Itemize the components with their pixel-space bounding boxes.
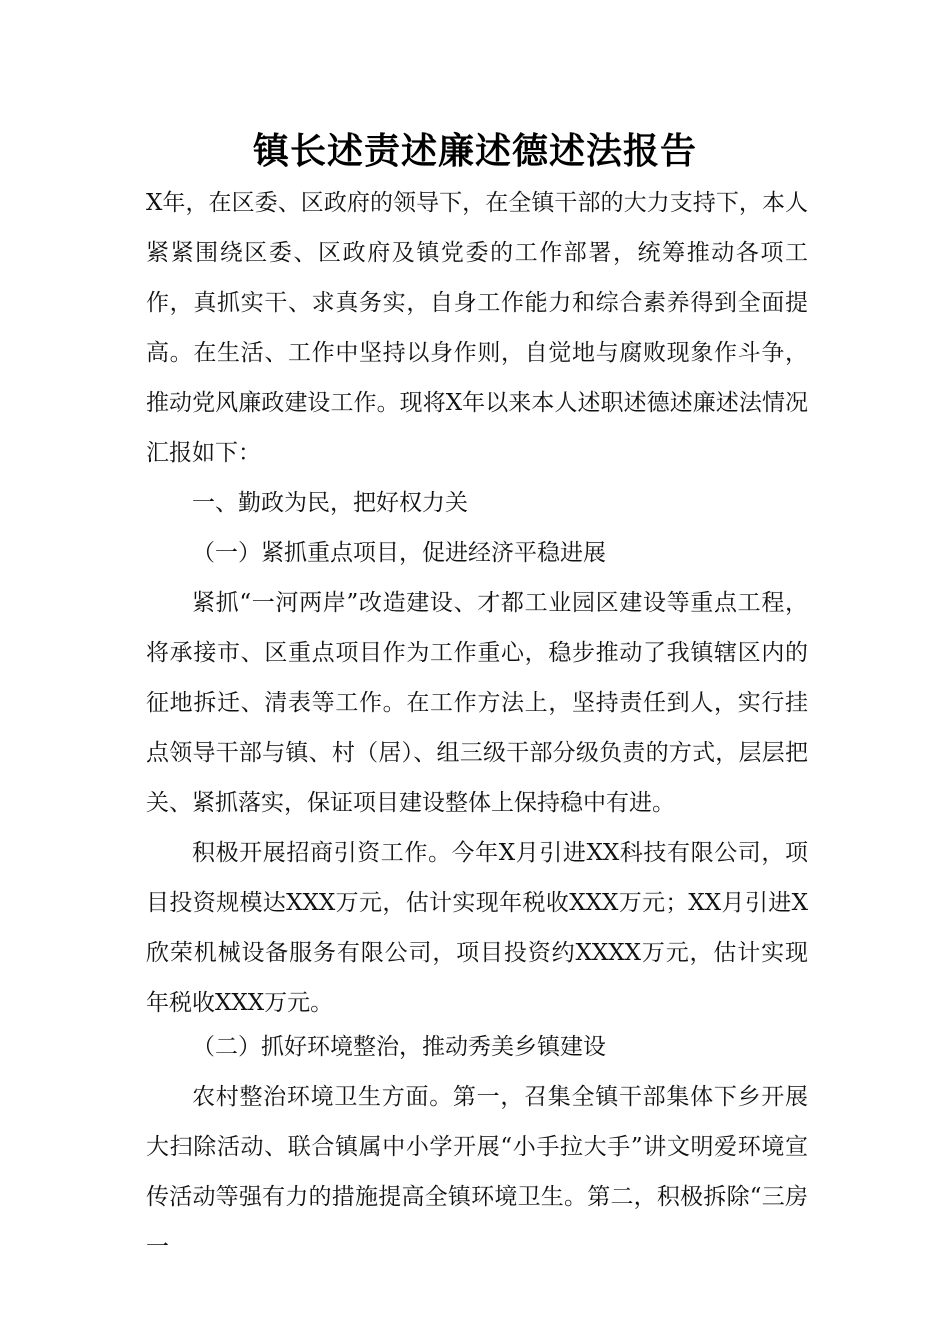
body-paragraph: 紧抓“一河两岸”改造建设、才都工业园区建设等重点工程，将承接市、区重点项目作为工作重心，稳步推动了我镇辖区内的征地拆迁、清表等工作。在工作方法上，坚持责任到人，实行挂点领导干部与镇、村（居）、组三级干部分级负责的方式，层层把关、紧抓落实，保证项目建设整体上保持稳中有进。 <box>146 590 808 816</box>
subsection-heading: （一）紧抓重点项目，促进经济平稳进展 <box>192 540 606 566</box>
section-heading: 一、勤政为民，把好权力关 <box>192 490 468 516</box>
section-two-block <box>146 1022 808 1272</box>
intro-paragraph: X年，在区委、区政府的领导下，在全镇干部的大力支持下，本人紧紧围绕区委、区政府及镇党委的工作部署，统筹推动各项工作，真抓实干、求真务实，自身工作能力和综合素养得到全面提高。在生活、工作中坚持以身作则，自觉地与腐败现象作斗争，推动党风廉政建设工作。现将X年以来本人述职述德述廉述法情况汇报如下： <box>146 190 808 466</box>
subsection-heading: （二）抓好环境整治，推动秀美乡镇建设 <box>192 1034 606 1060</box>
intro-block <box>146 178 808 1028</box>
document-title: 镇长述责述廉述德述法报告 <box>252 131 697 172</box>
body-paragraph: 农村整治环境卫生方面。第一，召集全镇干部集体下乡开展大扫除活动、联合镇属中小学开展“小手拉大手”讲文明爱环境宣传活动等强有力的措施提高全镇环境卫生。第二，积极拆除“三房一 <box>146 1084 808 1260</box>
body-paragraph: 积极开展招商引资工作。今年X月引进XX科技有限公司，项目投资规模达XXX万元，估计实现年税收XXX万元；XX月引进X欣荣机械设备服务有限公司，项目投资约XXXX万元，估计实现年税收XXX万元。 <box>146 840 808 1016</box>
